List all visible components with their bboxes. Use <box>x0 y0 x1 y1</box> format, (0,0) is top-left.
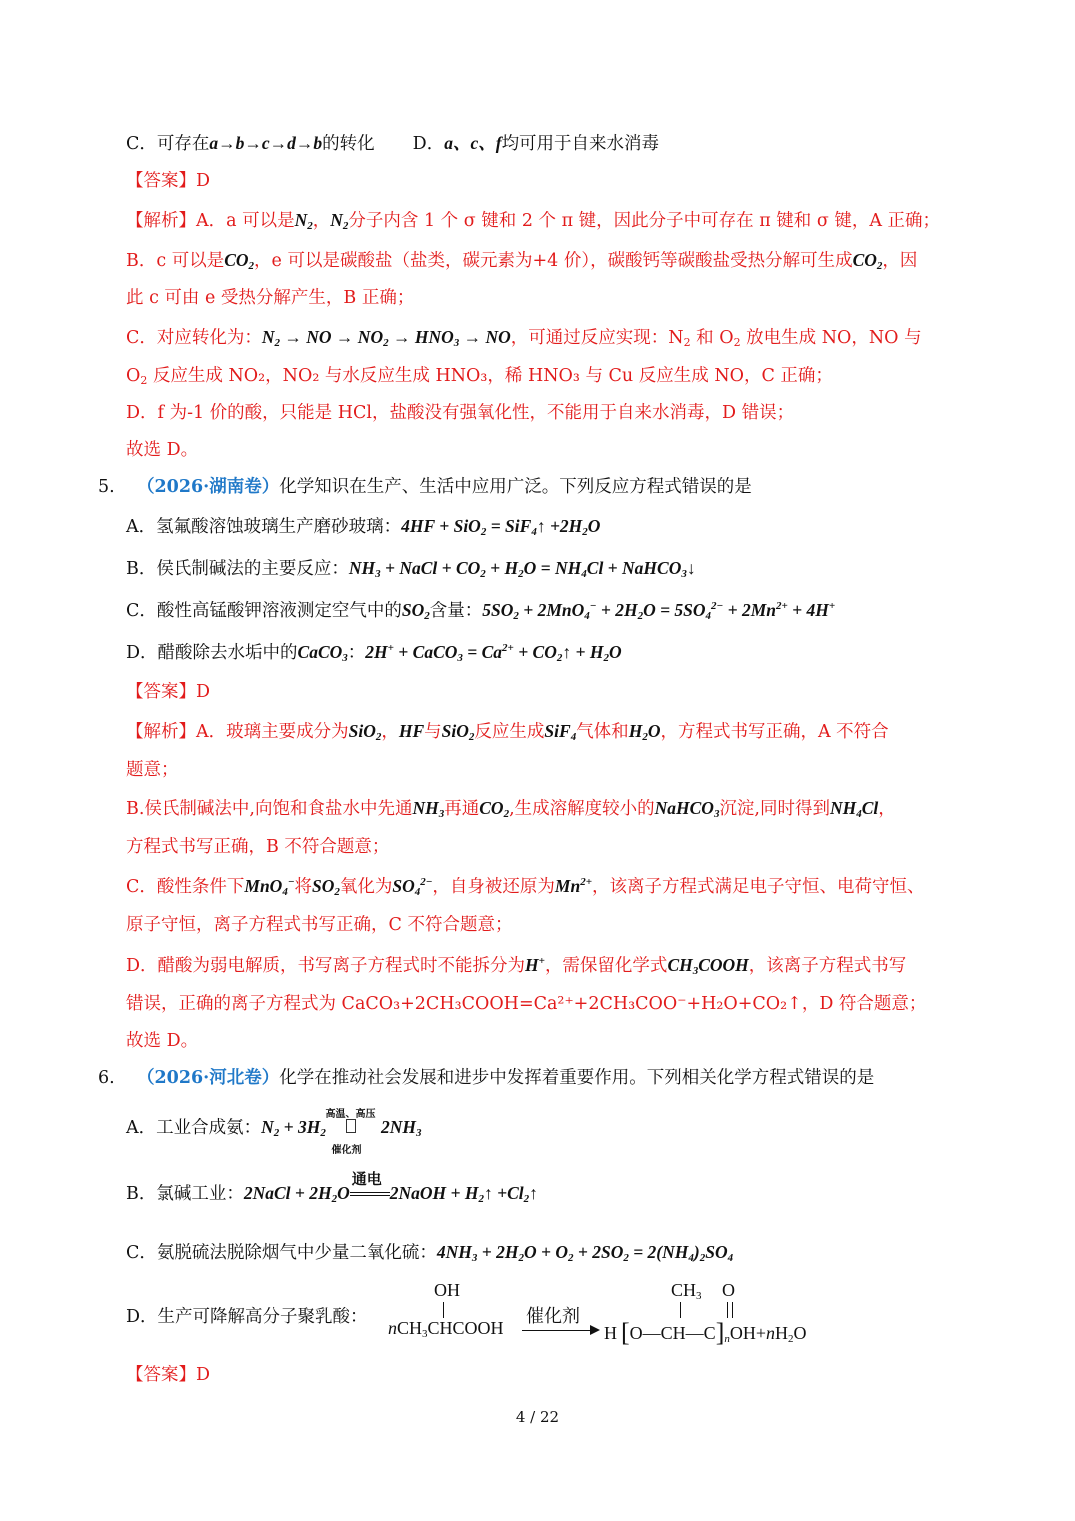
q4-analysis-line3: 此 c 可由 e 受热分解产生，B 正确； <box>126 288 415 308</box>
q4-analysis-line2: B．c 可以是$CO_2$，e 可以是碳酸盐（盐类，碳元素为+4 价），碳酸钙等碳酸盐受热分解可生成$CO_2$，因 <box>126 250 918 272</box>
q6-answer: 【答案】D <box>126 1365 211 1385</box>
q5-stem <box>98 475 752 499</box>
q5-analysis-c: C．酸性条件下MnO$_4$−将$SO_2$氧化为$SO_4^{2-}$，自身被还原为$Mn^{2+}$，该离子方程式满足电子守恒、电荷守恒、 <box>126 876 925 898</box>
q5-analysis-d3: 故选 D。 <box>126 1031 199 1051</box>
q6-source: （2026·河北卷） <box>136 1068 280 1088</box>
q5-source: （2026·湖南卷） <box>136 477 280 497</box>
q5-analysis-d: D．醋酸为弱电解质，书写离子方程式时不能拆分为H+，需保留化学式$CH_3COOH$，该离子方程式书写 <box>126 955 907 977</box>
q5-analysis-c2: 原子守恒，离子方程式书写正确，C 不符合题意； <box>126 915 513 935</box>
q5-answer: 【答案】D <box>126 682 211 702</box>
q4-option-c-chain: a→b→c→d→b <box>209 133 323 153</box>
q5-option-c: C．酸性高锰酸钾溶液测定空气中的$SO_2$含量：$5SO_2 + 2MnO_4^- + 2H_2O = 5SO_4^{2-} + 2Mn^{2+} + 4H^+$ <box>126 600 836 622</box>
q5-analysis-a: 【解析】A．玻璃主要成分为SiO$_2$，HF与SiO$_2$反应生成SiF$_4$气体和$H_2O$，方程式书写正确，A 不符合 <box>126 721 889 743</box>
q4-answer: 【答案】D <box>126 171 211 191</box>
q6-option-b: B．氯碱工业：2NaCl + $2H_2O$ 通电 2NaOH + $H_2↑$ $+Cl_2↑$ <box>126 1169 538 1205</box>
q4-analysis-line1: 【解析】A．a 可以是$N_2$，$N_2$分子内含 1 个 σ 键和 2 个 π 键，因此分子中可存在 π 键和 σ 键，A 正确； <box>126 210 941 232</box>
q4-analysis-line4: C．对应转化为：$N_2$ → NO → $NO_2 \to HNO_3$ → NO，可通过反应实现：$N_2$ 和 $O_2$ 放电生成 NO，NO 与 <box>126 327 922 349</box>
q5-analysis-b: B.侯氏制碱法中,向饱和食盐水中先通$NH_3$再通$CO_2$,生成溶解度较小的NaHCO$_3$沉淀,同时得到$NH_4Cl$， <box>126 798 896 820</box>
q6-number: 6. <box>98 1068 115 1088</box>
q5-option-a: A．氢氟酸溶蚀玻璃生产磨砂玻璃：4HF + SiO$_2$ = SiF$_4$↑ $+2H_2O$ <box>126 516 601 538</box>
q6-b-condition: 通电 <box>350 1183 390 1207</box>
q6-stem-text: 化学在推动社会发展和进步中发挥着重要作用。下列相关化学方程式错误的是 <box>279 1068 875 1088</box>
d-reactant: nCH$_3$CHCOOH <box>388 1318 504 1340</box>
q6-option-d-label: D．生产可降解高分子聚乳酸： <box>126 1307 368 1327</box>
q5-analysis-b2: 方程式书写正确，B 不符合题意； <box>126 837 390 857</box>
d-product-o: O <box>722 1280 735 1300</box>
d-reactant-oh: OH <box>434 1280 460 1300</box>
q4-analysis-line7: 故选 D。 <box>126 440 199 460</box>
q4-option-c-d <box>126 131 659 156</box>
q6-option-d-equation <box>388 1278 858 1358</box>
q5-number: 5. <box>98 477 115 497</box>
d-arrow-condition: 催化剂 <box>526 1306 580 1326</box>
q6-stem <box>98 1066 874 1090</box>
q4-option-c-prefix: C．可存在 <box>126 134 210 154</box>
q6-option-a: A．工业合成氨：$N_2 + 3H_2$ 高温、高压 催化剂 $2NH_3$ <box>126 1108 422 1156</box>
q5-option-d: D．醋酸除去水垢中的CaCO$_3$：2H+ + CaCO$_3$ = $Ca^{2+}$ + $CO_2↑ + H_2O$ <box>126 642 622 664</box>
q5-analysis-a2: 题意； <box>126 760 179 780</box>
q6-option-c: C．氨脱硫法脱除烟气中少量二氧化硫：$4NH_3 + 2H_2O + O_2 + 2SO_2 = 2(NH_4)_2SO_4$ <box>126 1242 734 1264</box>
d-product: H $[O—CH—C]_nOH+nH_2O$ <box>604 1318 807 1347</box>
page-footer: 4 / 22 <box>515 1408 560 1426</box>
q5-option-b: B．侯氏制碱法的主要反应：$NH_3$ + NaCl + $CO_2 + H_2O = NH_4Cl$ + NaHCO$_3$↓ <box>126 558 696 580</box>
q4-analysis-line6: D．f 为-1 价的酸，只能是 HCl，盐酸没有强氧化性，不能用于自来水消毒，D 错误； <box>126 403 795 423</box>
d-product-ch3: $CH_3$ <box>671 1280 702 1302</box>
q6-a-condition: 高温、高压 催化剂 <box>325 1108 376 1156</box>
q5-stem-text: 化学知识在生产、生活中应用广泛。下列反应方程式错误的是 <box>279 477 752 497</box>
q4-option-d-vars: a、c、f <box>444 133 502 153</box>
q4-analysis-line5: $O_2$ 反应生成 NO₂，NO₂ 与水反应生成 HNO₃，稀 HNO₃ 与 Cu 反应生成 NO，C 正确； <box>126 366 833 387</box>
q4-option-d-suffix: 均可用于自来水消毒 <box>501 134 660 154</box>
q4-option-c-suffix: 的转化 <box>322 134 375 154</box>
q4-option-d-prefix: D． <box>412 134 445 154</box>
q5-analysis-d2: 错误，正确的离子方程式为 CaCO₃+2CH₃COOH=Ca²⁺+2CH₃COO⁻+H₂O+CO₂↑，D 符合题意； <box>126 994 927 1014</box>
